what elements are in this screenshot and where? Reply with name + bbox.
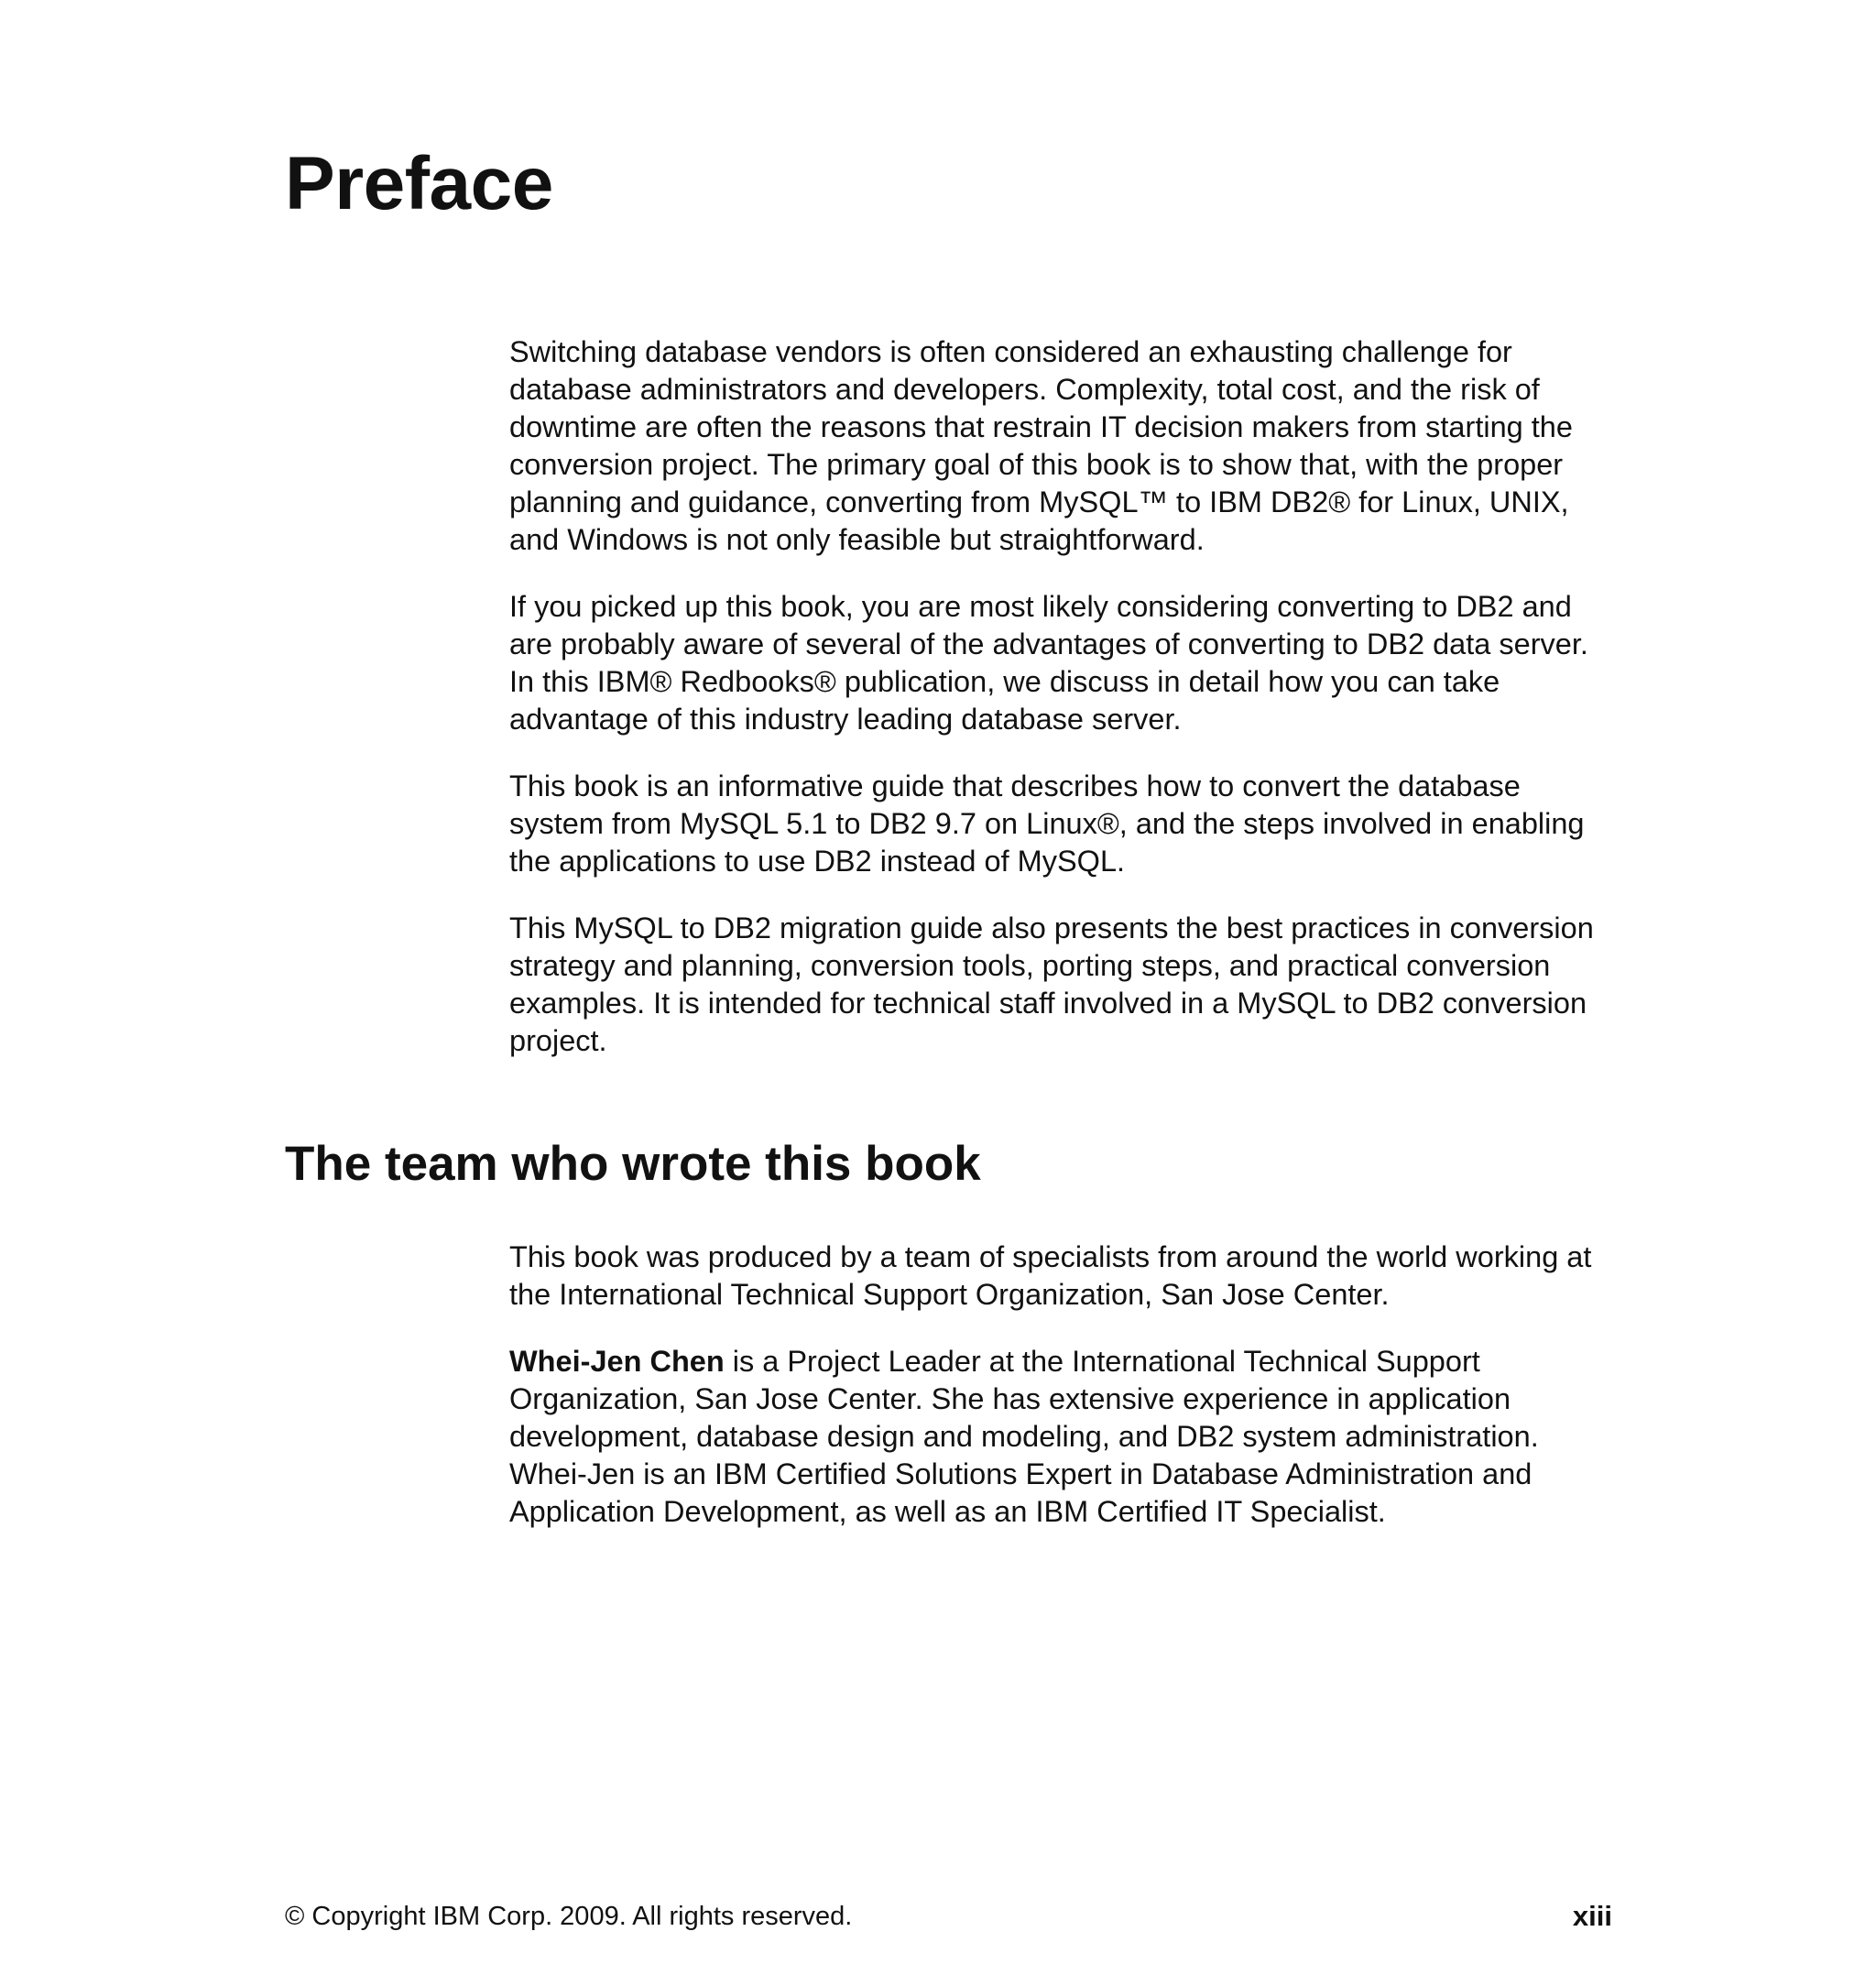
- section-heading-team: The team who wrote this book: [285, 1137, 981, 1191]
- footer-copyright: © Copyright IBM Corp. 2009. All rights reserved.: [285, 1902, 853, 1931]
- author-name: Whei-Jen Chen: [509, 1345, 725, 1378]
- page-title: Preface: [285, 142, 553, 225]
- team-intro-paragraph: This book was produced by a team of specialists from around the world working at the International Technical Support Organization, San Jose Center.: [509, 1240, 1592, 1311]
- team-body: [509, 1239, 1609, 1560]
- preface-paragraph-3: This book is an informative guide that describes how to convert the database system from MySQL 5.1 to DB2 9.7 on Linux®, and the steps involved in enabling the applications to use DB2 instead of MySQL.: [509, 769, 1585, 878]
- preface-paragraph-2: If you picked up this book, you are most likely considering converting to DB2 and are probably aware of several of the advantages of converting to DB2 data server. In this IBM® Redbooks® publication, we discuss in detail how you can take advantage of this industry leading database server.: [509, 590, 1588, 736]
- preface-body: [509, 333, 1609, 1089]
- author-bio-paragraph: [509, 1343, 1609, 1531]
- preface-paragraph-4: This MySQL to DB2 migration guide also presents the best practices in conversion strategy and planning, conversion tools, porting steps, and practical conversion examples. It is intended for technical staff involved in a MySQL to DB2 conversion project.: [509, 911, 1594, 1057]
- preface-paragraph-1: Switching database vendors is often considered an exhausting challenge for database administrators and developers. Complexity, total cost, and the risk of downtime are often the reasons that restrain IT decision makers from starting the conversion project. The primary goal of this book is to show that, with the proper planning and guidance, converting from MySQL™ to IBM DB2® for Linux, UNIX, and Windows is not only feasible but straightforward.: [509, 335, 1573, 556]
- page-number: xiii: [1572, 1900, 1612, 1932]
- author-bio-text: is a Project Leader at the International Technical Support Organization, San Jose Center. She has extensive experience in application development, database design and modeling, and DB2 system administration. Whei-Jen is an IBM Certified Solutions Expert in Database Administration and Application Development, as well as an IBM Certified IT Specialist.: [509, 1345, 1539, 1528]
